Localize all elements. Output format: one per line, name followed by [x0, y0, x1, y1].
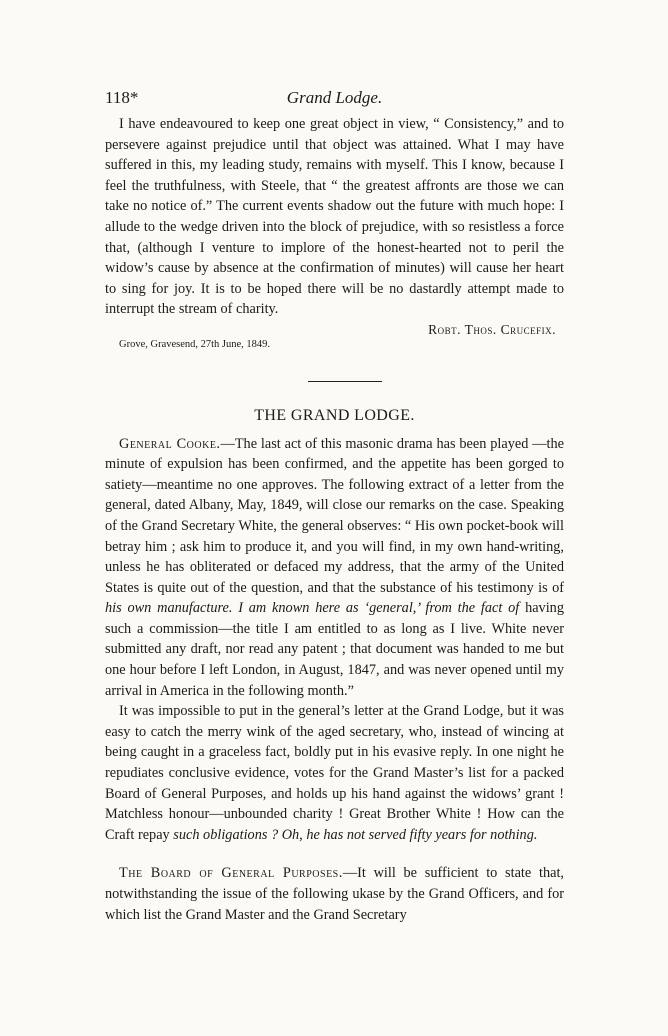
secretary-text: It was impossible to put in the general’s letter at the Grand Lodge, but it was easy to catch the merry wink of the aged secretary, who, instead of wincing at being caught in a graceless fact, boldly put in his evasive reply. In one night he repudiates conclusive evidence, votes for the Grand Master’s list for a packed Board of General Purposes, and holds up his hand against the widows’ grant ! Matchless honour—unbounded charity ! Great Brother White ! How can the Craft repay: [105, 703, 564, 843]
secretary-paragraph: [105, 701, 564, 845]
general-cooke-text-2: having such a commission—the title I am entitled to as long as I live. White never submitted any draft, nor read any patent ; that document was handed to me but one hour before I left London, in August, 1847, and was never opened until my arrival in America in the following month.”: [105, 600, 564, 699]
page-header: [105, 88, 564, 114]
general-cooke-text-1: —The last act of this masonic drama has been played —the minute of expulsion has been confirmed, and the appetite has been gorged to satiety—meantime no one approves. The following extract of a letter from the general, dated Albany, May, 1849, will close our remarks on the case. Speaking of the Grand Secretary White, the general observes: “ His own pocket-book will betray him ; ask him to produce it, and you will find, in my own hand-writing, unless he has obliterated or defaced my address, that the army of the United States is quite out of the question, and that the substance of his testimony is of: [105, 435, 564, 596]
running-title: Grand Lodge.: [286, 88, 383, 107]
letter-paragraph: I have endeavoured to keep one great object in view, “ Consistency,” and to persevere against prejudice until that object was attained. What I may have suffered in this, my leading study, remains with myself. This I know, because I feel the truthfulness, with Steele, that “ the greatest affronts are those we can take no notice of.” The current events shadow out the future with much hope: I allude to the wedge driven into the block of prejudice, with so resistless a force that, (although I venture to implore of the honest-hearted not to peril the widow’s cause by absence at the confirmation of minutes) will cause her heart to sing for joy. It is to be hoped there will be no dastardly attempt made to interrupt the stream of charity.: [105, 116, 564, 318]
secretary-italic: such obligations ? Oh, he has not served fifty years for nothing.: [173, 826, 538, 843]
book-page: [105, 88, 564, 925]
general-cooke-italic: his own manufacture. I am known here as ‘general,’ from the fact of: [105, 600, 520, 617]
section-divider: [308, 381, 382, 382]
letter-dateline: Grove, Gravesend, 27th June, 1849.: [119, 338, 271, 350]
general-cooke-lead: General Cooke.: [119, 435, 221, 452]
board-paragraph: [105, 863, 564, 925]
board-text: —It will be sufficient to state that, notwithstanding the issue of the following ukase by the Grand Officers, and for which list the Grand Master and the Grand Secretary: [105, 865, 564, 923]
general-cooke-paragraph: [105, 434, 564, 702]
page-number: 118*: [105, 88, 139, 107]
paragraph-gap: [105, 845, 564, 863]
signature-text: Robt. Thos. Crucefix.: [428, 321, 556, 337]
board-lead: The Board of General Purposes.: [119, 865, 343, 882]
section-title: THE GRAND LODGE.: [254, 406, 415, 424]
